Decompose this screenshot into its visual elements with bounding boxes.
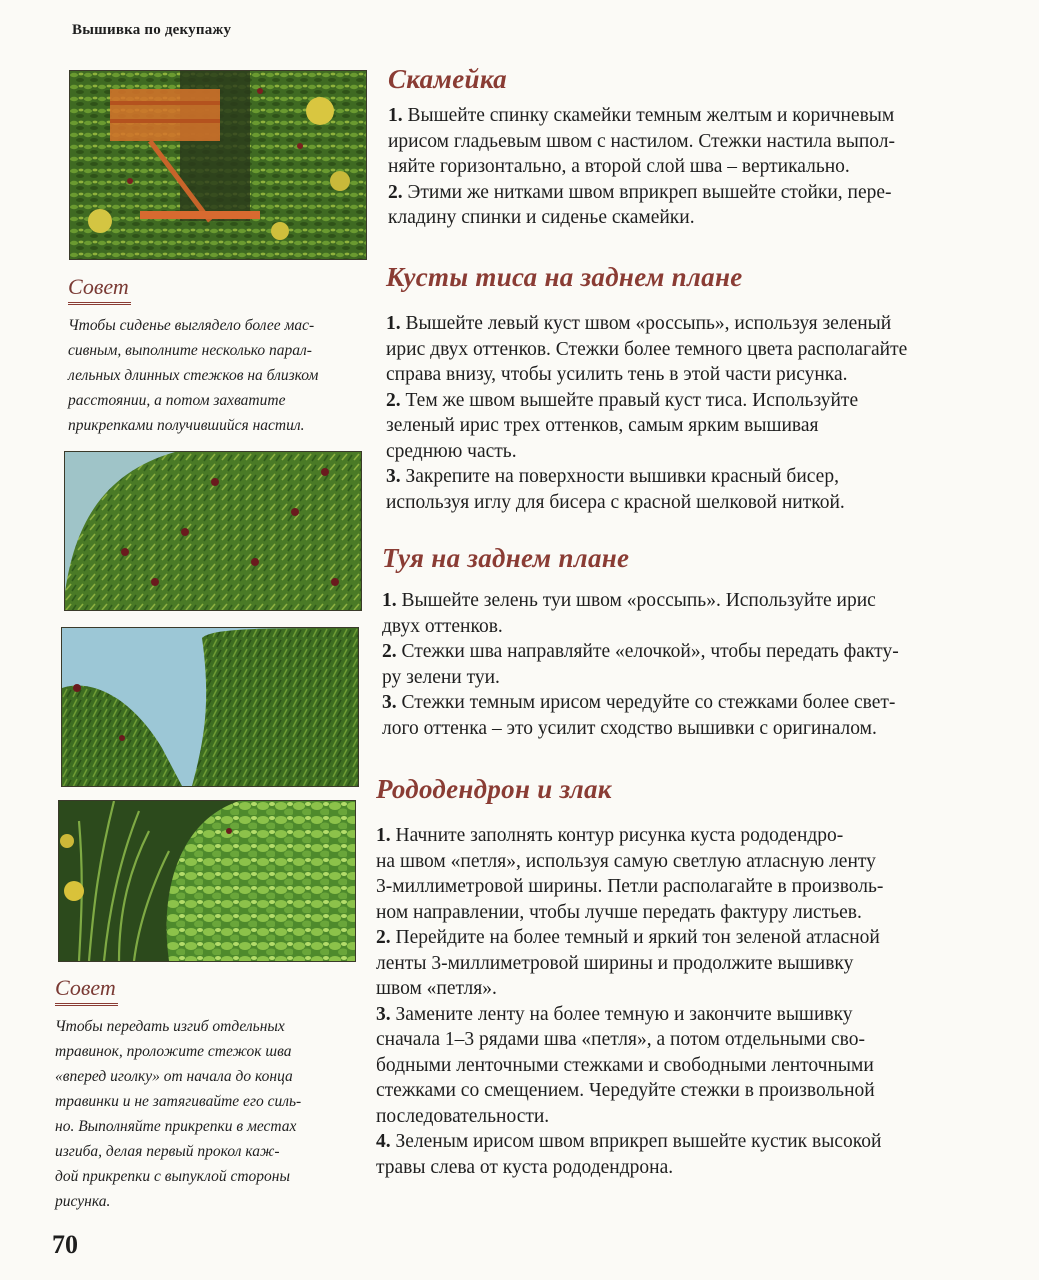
section-body: 1. Вышейте спинку скамейки темным желтым и коричневым ирисом гладьевым швом с настилом. Стежки настила выпол- няйте горизонтально, а второй слой шва – вертикально. 2. Этими же нитками швом вприкреп вышейте стойки, пере- кладину спинки и сиденье скамейки. xyxy=(388,105,895,228)
section-rhododendron xyxy=(376,774,1016,1180)
rhododendron-grass-photo xyxy=(58,800,356,962)
tip-title: Совет xyxy=(68,274,131,305)
tip-box xyxy=(68,274,368,438)
section-title: Рододендрон и злак xyxy=(376,774,612,804)
embroidered-bench-photo xyxy=(69,70,367,260)
tip-title: Совет xyxy=(55,975,118,1006)
section-title: Кусты тиса на заднем плане xyxy=(386,262,743,292)
yew-bush-photo xyxy=(64,451,362,611)
section-thuja xyxy=(382,543,1022,741)
section-title: Туя на заднем плане xyxy=(382,543,630,573)
section-yew xyxy=(386,262,1026,515)
section-body: 1. Вышейте зелень туи швом «россыпь». Используйте ирис двух оттенков. 2. Стежки шва направляйте «елочкой», чтобы передать факту- ру зелени туи. 3. Стежки темным ирисом чередуйте со стежками более свет- лого оттенка – это усилит сходство вышивки с оригиналом. xyxy=(382,590,899,739)
page-number: 70 xyxy=(52,1230,78,1259)
tip-text: Чтобы передать изгиб отдельных травинок, проложите стежок шва «вперед иголку» от начала до конца травинки и не затягивайте его силь- но. Выполняйте прикрепки в местах изгиба, делая первый прокол каж- дой прикрепки с выпуклой стороны рисунка. xyxy=(55,1018,302,1210)
section-bench xyxy=(388,64,1028,231)
thuja-photo xyxy=(61,627,359,787)
section-body: 1. Вышейте левый куст швом «россыпь», используя зеленый ирис двух оттенков. Стежки более темного цвета располагайте справа внизу, чтобы усилить тень в этой части рисунка. 2. Тем же швом вышейте правый куст тиса. Используйте зеленый ирис трех оттенков, самым ярким вышивая среднюю часть. 3. Закрепите на поверхности вышивки красный бисер, используя иглу для бисера с красной шелковой ниткой. xyxy=(386,313,908,513)
tip-box xyxy=(55,975,355,1214)
running-head: Вышивка по декупажу xyxy=(72,22,232,38)
tip-text: Чтобы сиденье выглядело более мас- сивным, выполните несколько парал- лельных длинных стежков на близком расстоянии, а потом захватите прикрепками получившийся настил. xyxy=(68,317,319,434)
section-title: Скамейка xyxy=(388,64,507,94)
section-body: 1. Начните заполнять контур рисунка куста рододендро- на швом «петля», используя самую светлую атласную ленту 3-миллиметровой ширины. Петли располагайте в произволь- ном направлении, чтобы лучше передать фактуру листьев. 2. Перейдите на более темный и яркий тон зеленой атласной ленты 3-миллиметровой ширины и продолжите вышивку швом «петля». 3. Замените ленту на более темную и закончите вышивку сначала 1–3 рядами шва «петля», а потом отдельными сво- бодными ленточными стежками и свободными ленточными стежками со смещением. Чередуйте стежки в произвольной последовательности. 4. Зеленым ирисом швом вприкреп вышейте кустик высокой травы слева от куста рододендрона. xyxy=(376,825,884,1178)
